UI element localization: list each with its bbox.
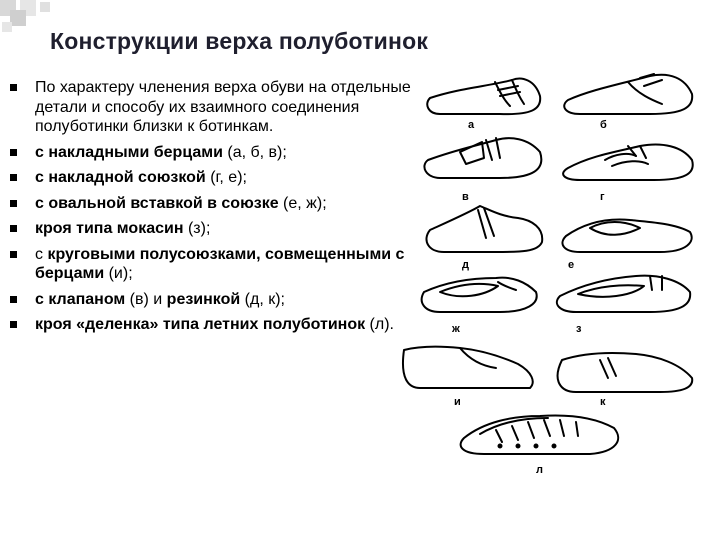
bullet-square-icon xyxy=(10,174,17,181)
label-g: г xyxy=(600,191,605,203)
label-v: в xyxy=(462,191,469,203)
bullet-square-icon xyxy=(10,296,17,303)
shoe-constructions-figure xyxy=(400,60,720,480)
shoe-v-drawing xyxy=(424,138,541,178)
label-l: л xyxy=(536,464,543,476)
label-z: з xyxy=(576,323,582,335)
bullet-square-icon xyxy=(10,200,17,207)
list-item: с клапаном (в) и резинкой (д, к); xyxy=(8,290,413,310)
label-k: к xyxy=(600,396,606,408)
shoe-e-drawing xyxy=(562,220,691,252)
shoe-l-drawing xyxy=(461,416,619,455)
shoe-d-drawing xyxy=(426,206,542,252)
shoe-a-drawing xyxy=(427,79,540,115)
label-d: д xyxy=(462,259,469,271)
list-item: с овальной вставкой в союзке (е, ж); xyxy=(8,194,413,214)
list-item: кроя «деленка» типа летних полуботинок (л). xyxy=(8,315,413,335)
page-title: Конструкции верха полуботинок xyxy=(50,28,429,54)
shoe-b-drawing xyxy=(564,74,692,114)
list-item: с накладными берцами (а, б, в); xyxy=(8,143,413,163)
shoe-i-drawing xyxy=(403,347,533,388)
list-item: с накладной союзкой (г, е); xyxy=(8,168,413,188)
label-e: е xyxy=(568,259,575,271)
bullet-square-icon xyxy=(10,225,17,232)
bullet-square-icon xyxy=(10,84,17,91)
label-a: а xyxy=(468,119,475,131)
bullet-square-icon xyxy=(10,321,17,328)
bullet-square-icon xyxy=(10,251,17,258)
label-zh: ж xyxy=(452,323,460,335)
label-i: и xyxy=(454,396,461,408)
shoe-z-drawing xyxy=(557,276,690,312)
shoe-g-drawing xyxy=(563,145,693,180)
bullet-list xyxy=(8,78,413,341)
label-b: б xyxy=(600,119,607,131)
shoe-k-drawing xyxy=(558,353,693,392)
bullet-square-icon xyxy=(10,149,17,156)
shoe-zh-drawing xyxy=(422,278,537,312)
list-item: кроя типа мокасин (з); xyxy=(8,219,413,239)
list-item: По характеру членения верха обуви на отдельные детали и способу их взаимного соединения полуботинки близки к ботинкам. xyxy=(8,78,413,137)
list-item: с круговыми полусоюзками, совмещенными с берцами (и); xyxy=(8,245,413,284)
